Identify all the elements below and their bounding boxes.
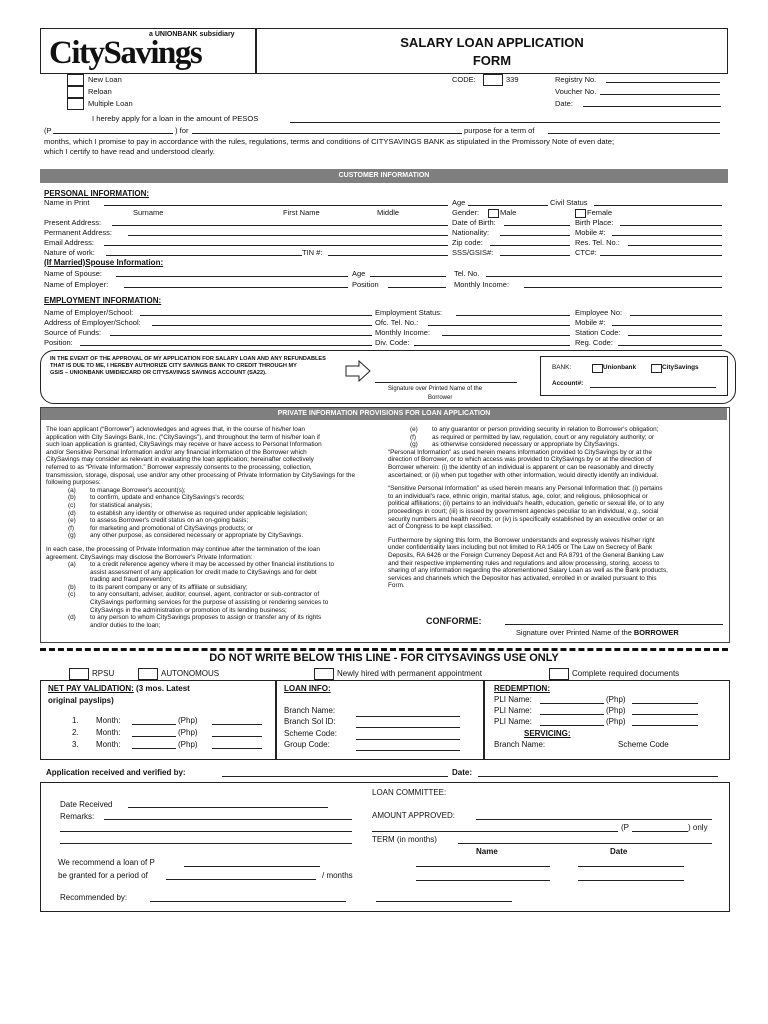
tin-label: TIN #:	[302, 248, 323, 257]
redemption-title: REDEMPTION:	[494, 684, 550, 693]
months-label: / months	[322, 871, 353, 880]
refund-text-1: IN THE EVENT OF THE APPROVAL OF MY APPLICATION FOR SALARY LOAN AND ANY REFUNDABLES	[50, 356, 326, 362]
date-received-field[interactable]	[128, 807, 328, 808]
multiple-loan-label: Multiple Loan	[88, 99, 133, 108]
autonomous-label: AUTONOMOUS	[161, 669, 220, 678]
privacy-intro-line: CitySavings may consider as relevant in evaluating the loan application; hereinafter collectively	[46, 456, 314, 464]
logo-box	[40, 28, 256, 74]
refund-text-2: THAT IS DUE TO ME, I HEREBY AUTHORIZE CITY SAVINGS BANK TO CREDIT THROUGH MY	[50, 363, 297, 369]
civil-status-field[interactable]	[594, 205, 722, 206]
amount-figure-field[interactable]	[53, 133, 173, 134]
code-checkbox[interactable]	[483, 74, 503, 86]
dob-label: Date of Birth:	[452, 218, 496, 227]
privacy-left-column	[46, 426, 386, 629]
gender-label: Gender:	[452, 208, 480, 217]
remarks-field-3[interactable]	[60, 843, 352, 844]
servicing-branch-label: Branch Name:	[494, 740, 546, 749]
net-pay-month-2: Month:	[96, 728, 121, 737]
pli-name-field-3[interactable]	[540, 725, 604, 726]
registry-label: Registry No.	[555, 75, 597, 84]
employee-no-field[interactable]	[630, 315, 722, 316]
date-label: Date:	[555, 99, 573, 108]
citysavings-option-label: CitySavings	[662, 364, 699, 371]
net-pay-php-3: (Php)	[178, 740, 198, 749]
privacy-intro-line: transmission, storage, disposal, use and/or any other processing of Private Information by CitySavings for the	[46, 471, 356, 479]
spouse-age-label: Age	[352, 269, 366, 278]
amount-approved-label: AMOUNT APPROVED:	[372, 811, 455, 820]
recommend-label-1: We recommend a loan of P	[58, 858, 155, 867]
pli-php-1: (Php)	[606, 695, 626, 704]
date-received-label: Date Received	[60, 800, 113, 809]
name-label: Name in Print	[44, 198, 90, 207]
station-code-label: Station Code:	[575, 328, 621, 337]
citysavings-checkbox[interactable]	[651, 364, 662, 373]
form-title-2: FORM	[472, 53, 512, 68]
net-pay-php-1: (Php)	[178, 716, 198, 725]
rpsu-label: RPSU	[92, 669, 115, 678]
net-pay-num-3: 3.	[72, 740, 79, 749]
remarks-field-1[interactable]	[104, 819, 352, 820]
zip-field[interactable]	[490, 245, 570, 246]
net-pay-num-2: 2.	[72, 728, 79, 737]
committee-title: LOAN COMMITTEE:	[372, 788, 447, 797]
received-date-label: Date:	[452, 768, 473, 777]
pli-name-field-1[interactable]	[540, 703, 604, 704]
committee-name-1-field[interactable]	[416, 866, 550, 867]
term-label: TERM (in months)	[372, 835, 437, 844]
surname-sub: Surname	[133, 208, 164, 217]
privacy-intro-line: and/or Sensitive Personal Information and/or any financial information of the Borrower which	[46, 448, 307, 456]
spouse-tel-label: Tel. No.	[454, 269, 480, 278]
term-field[interactable]	[548, 133, 720, 134]
permanent-address-field[interactable]	[128, 235, 448, 236]
ctc-field[interactable]	[600, 255, 722, 256]
term-months-field[interactable]	[458, 843, 712, 844]
recommended-by-label: Recommended by:	[60, 893, 128, 902]
sensitive-info-def-line: act of Congress to be kept classified.	[388, 523, 493, 531]
age-label: Age	[452, 198, 466, 207]
email-field[interactable]	[104, 245, 448, 246]
waiver-line: Form.	[388, 582, 405, 590]
month-2-field[interactable]	[132, 736, 176, 737]
present-address-field[interactable]	[112, 225, 448, 226]
mobile-label: Mobile #:	[575, 228, 606, 237]
borrower-signature-caption: Signature over Printed Name of the BORROWER	[516, 628, 679, 637]
list-item: (d) to establish any identity or otherwise as required under applicable legislation;	[68, 509, 308, 517]
php-3-field[interactable]	[212, 748, 262, 749]
new-loan-checkbox[interactable]	[67, 74, 84, 86]
intro-line1: I hereby apply for a loan in the amount of PESOS	[92, 114, 259, 123]
recommend-amount-field[interactable]	[184, 866, 320, 867]
code-value: 339	[506, 75, 519, 84]
office-use-heading: DO NOT WRITE BELOW THIS LINE - FOR CITYSAVINGS USE ONLY	[209, 652, 559, 664]
intro-term: purpose for a term of	[464, 126, 535, 135]
waiver-line: and their respective implementing rules and regulations and allow processing, storing, access to	[388, 559, 660, 567]
servicing-title: SERVICING:	[524, 729, 571, 738]
unionbank-label: Unionbank	[603, 364, 637, 371]
reg-code-field[interactable]	[618, 345, 722, 346]
remarks-label: Remarks:	[60, 812, 95, 821]
tin-field[interactable]	[328, 255, 448, 256]
name-column-label: Name	[476, 847, 498, 856]
personal-info-def-line: ascertained; or (ii) when put together with other information, would directly identify an individual.	[388, 471, 659, 479]
intro-line3: months, which I promise to pay in accordance with the rules, regulations, terms and conditions of CITYSAVINGS BANK as stipulated in the Promissory Note of even date;	[44, 137, 615, 146]
privacy-bar: PRIVATE INFORMATION PROVISIONS FOR LOAN APPLICATION	[41, 408, 727, 420]
voucher-field[interactable]	[600, 94, 720, 95]
source-funds-label: Source of Funds:	[44, 328, 102, 337]
intro-p-open: (P	[44, 126, 52, 135]
php-2-field[interactable]	[212, 736, 262, 737]
birth-place-label: Birth Place:	[575, 218, 614, 227]
recommend-period-field[interactable]	[166, 879, 316, 880]
personal-info-def-line: “Personal Information” as used herein means information provided to CitySavings by or at the	[388, 448, 652, 456]
php-1-field[interactable]	[212, 724, 262, 725]
form-title: SALARY LOAN APPLICATION	[400, 35, 584, 50]
voucher-label: Voucher No.	[555, 87, 597, 96]
recommend-label-2: be granted for a period of	[58, 871, 148, 880]
remarks-field-2[interactable]	[60, 831, 352, 832]
spouse-employer-field[interactable]	[124, 287, 348, 288]
pli-amount-field-2[interactable]	[632, 714, 698, 715]
sss-label: SSS/GSIS#:	[452, 248, 494, 257]
female-checkbox[interactable]	[575, 209, 586, 218]
intro-for: ) for	[175, 126, 189, 135]
refund-sig-label-2: Borrower	[428, 395, 453, 401]
received-date-field[interactable]	[478, 776, 718, 777]
ctc-label: CTC#:	[575, 248, 597, 257]
branch-sol-label: Branch Sol ID:	[284, 717, 336, 726]
email-label: Email Address:	[44, 238, 95, 247]
div-code-field[interactable]	[414, 345, 570, 346]
pli-name-label-2: PLI Name:	[494, 706, 532, 715]
personal-info-heading: PERSONAL INFORMATION:	[44, 189, 150, 198]
servicing-scheme-label: Scheme Code	[618, 740, 669, 749]
pli-php-3: (Php)	[606, 717, 626, 726]
civil-status-label: Civil Status	[550, 198, 588, 207]
list-item: (c) for statistical analysis;	[68, 501, 153, 509]
customer-info-bar: CUSTOMER INFORMATION	[40, 169, 728, 183]
source-funds-field[interactable]	[110, 335, 372, 336]
position-field[interactable]	[80, 345, 372, 346]
cut-line	[40, 648, 728, 651]
amount-words-field[interactable]	[290, 122, 720, 123]
female-label: Female	[587, 208, 613, 217]
employment-heading: EMPLOYMENT INFORMATION:	[44, 296, 162, 305]
logo-subtitle: a UNIONBANK subsidiary	[149, 31, 235, 38]
net-pay-title-2: original payslips)	[48, 696, 114, 705]
recommended-by-date-field[interactable]	[376, 901, 512, 902]
arrow-right-icon	[345, 360, 371, 382]
new-loan-label: New Loan	[88, 75, 122, 84]
branch-name-field[interactable]	[356, 716, 460, 717]
privacy-intro-line: The loan applicant (“Borrower”) acknowledges and agrees that, in the course of his/her loan	[46, 426, 305, 433]
account-field[interactable]	[590, 387, 716, 388]
registry-field[interactable]	[606, 82, 720, 83]
reloan-checkbox[interactable]	[67, 86, 84, 98]
refund-text-3: GSIS – UNIONBANK UMID/ECARD OR CITYSAVINGS SAVINGS ACCOUNT (SA22).	[50, 370, 267, 376]
loan-info-title: LOAN INFO:	[284, 684, 331, 693]
emp-mobile-label: Mobile #:	[575, 318, 606, 327]
code-label: CODE:	[452, 75, 476, 84]
complete-docs-checkbox[interactable]	[549, 668, 569, 680]
autonomous-checkbox[interactable]	[138, 668, 158, 680]
list-item: (g) any other purpose, as considered necessary or appropriate by CitySavings.	[68, 532, 304, 540]
net-pay-title: NET PAY VALIDATION: (3 mos. Latest	[48, 684, 190, 693]
zip-label: Zip code:	[452, 238, 483, 247]
pli-amount-field-3[interactable]	[632, 725, 698, 726]
bank-box	[540, 356, 728, 396]
pli-php-2: (Php)	[606, 706, 626, 715]
ofc-tel-label: Ofc. Tel. No.:	[375, 318, 419, 327]
employer-school-field[interactable]	[140, 315, 372, 316]
personal-info-def-line: Borrower wherein: (i) the identity of an individual is apparent or can be reasonably and directly	[388, 463, 654, 471]
conforme-label: CONFORME:	[426, 616, 482, 626]
p-open: (P	[621, 823, 629, 832]
mobile-field[interactable]	[612, 235, 722, 236]
scheme-code-field[interactable]	[356, 739, 460, 740]
sensitive-info-def-line: “Sensitive Personal Information” as used herein means any Personal Information that: (i) pertains	[388, 485, 663, 493]
employer-school-label: Name of Employer/School:	[44, 308, 134, 317]
middle-sub: Middle	[377, 208, 400, 217]
privacy-para2-line: In each case, the processing of Private Information may continue after the termination of the loan	[46, 545, 320, 553]
spouse-position-label: Position	[352, 280, 379, 289]
title-box	[256, 28, 728, 74]
waiver-line: Furthermore by signing this form, the Borrower understands and expressly waives his/her right	[388, 536, 655, 544]
list-item: (a) to a credit reference agency where it may be accessed by other financial institutions to assist assessment of any application for credit made to CitySavings and for debt trading and fraud prevention;	[68, 561, 335, 584]
waiver-line: sharing of any information regarding the aforementioned Salary Loan as well as the Bank products,	[388, 567, 668, 575]
complete-docs-label: Complete required documents	[572, 669, 680, 678]
employer-address-label: Address of Employer/School:	[44, 318, 141, 327]
privacy-right-column	[388, 426, 722, 590]
sss-field[interactable]	[500, 255, 570, 256]
monthly-income-field[interactable]	[442, 335, 570, 336]
received-by-field[interactable]	[222, 776, 448, 777]
list-item: (a) to manage Borrower's account(s);	[68, 486, 186, 494]
refund-signature-line[interactable]	[375, 382, 517, 383]
branch-name-label: Branch Name:	[284, 706, 336, 715]
monthly-income-label: Monthly Income:	[375, 328, 431, 337]
net-pay-php-2: (Php)	[178, 728, 198, 737]
amount-approved-field[interactable]	[476, 819, 712, 820]
net-pay-num-1: 1.	[72, 716, 79, 725]
purpose-field[interactable]	[192, 133, 462, 134]
pli-amount-field-1[interactable]	[632, 703, 698, 704]
permanent-address-label: Permanent Address:	[44, 228, 112, 237]
privacy-intro-line: following purposes:	[46, 479, 101, 487]
approved-figure-field[interactable]	[632, 831, 688, 832]
nationality-label: Nationality:	[452, 228, 490, 237]
list-item: (c) to any consultant, adviser, auditor, counsel, agent, contractor or sub-contractor of CitySavings performing services for the purpose of assisting or rendering services to CitySavings in the administration or promotion of its lending business;	[68, 591, 329, 614]
group-code-label: Group Code:	[284, 740, 330, 749]
spouse-employer-label: Name of Employer:	[44, 280, 109, 289]
employer-address-field[interactable]	[152, 325, 372, 326]
spouse-income-label: Monthly Income:	[454, 280, 510, 289]
privacy-para2-line: agreement. CitySavings may disclose the Borrower's Private Information:	[46, 553, 253, 561]
age-field[interactable]	[468, 205, 548, 206]
spouse-position-field[interactable]	[388, 287, 446, 288]
borrower-signature-line[interactable]	[505, 624, 723, 625]
list-item: (b) to confirm, update and enhance CitySavings's records;	[68, 494, 245, 502]
male-label: Male	[500, 208, 517, 217]
spouse-income-field[interactable]	[524, 287, 722, 288]
nationality-field[interactable]	[500, 235, 570, 236]
net-pay-month-1: Month:	[96, 716, 121, 725]
reg-code-label: Reg. Code:	[575, 338, 613, 347]
pli-name-field-2[interactable]	[540, 714, 604, 715]
dob-field[interactable]	[504, 225, 570, 226]
male-checkbox[interactable]	[488, 209, 499, 218]
sensitive-info-def-line: political affiliations; (ii) pertains to an individual's health, education, genetic or sexual life, or to any	[388, 500, 665, 508]
sensitive-info-def-line: to an individual's race, ethnic origin, marital status, age, color, and religious, philosophical or	[388, 492, 648, 500]
date-field[interactable]	[583, 106, 721, 107]
list-item: (b) to its parent company or any of its affiliate or subsidiary;	[68, 583, 248, 591]
spouse-tel-field[interactable]	[486, 276, 722, 277]
spouse-age-field[interactable]	[370, 276, 446, 277]
refund-sig-label-1: Signature over Printed Name of the	[388, 386, 483, 392]
list-item: (e) to assess Borrower's credit status on an on-going basis;	[68, 517, 249, 525]
div-code-label: Div. Code:	[375, 338, 410, 347]
res-tel-label: Res. Tel. No.:	[575, 238, 620, 247]
present-address-label: Present Address:	[44, 218, 102, 227]
station-code-field[interactable]	[628, 335, 722, 336]
firstname-sub: First Name	[283, 208, 320, 217]
account-label: Account#:	[552, 380, 584, 387]
sensitive-info-def-line: security numbers and health records; or (iv) is specifically established by an executive order or an	[388, 515, 664, 523]
committee-date-1-field[interactable]	[578, 866, 684, 867]
waiver-line: Deposits, RA 6426 or the Foreign Currency Deposit Act and RA 8791 of the General Banking Law	[388, 551, 664, 559]
p-close: ) only	[688, 823, 708, 832]
nature-work-field[interactable]	[106, 255, 302, 256]
intro-line4: which I certify to have read and understood clearly.	[44, 147, 215, 156]
emp-status-field[interactable]	[456, 315, 570, 316]
date-column-label: Date	[610, 847, 628, 856]
committee-date-2-field[interactable]	[578, 880, 684, 881]
month-1-field[interactable]	[132, 724, 176, 725]
amount-words-approved-field[interactable]	[372, 831, 618, 832]
unionbank-checkbox[interactable]	[592, 364, 603, 373]
sensitive-info-def-line: proceedings in court; (iii) is issued by government agencies peculiar to an individual, e.g., social	[388, 507, 659, 515]
spouse-name-label: Name of Spouse:	[44, 269, 102, 278]
emp-mobile-field[interactable]	[612, 325, 722, 326]
list-item: (f) as required or permitted by law, regulation, court or any regulatory authority; or	[410, 433, 655, 441]
ofc-tel-field[interactable]	[428, 325, 570, 326]
rpsu-checkbox[interactable]	[69, 668, 89, 680]
list-item: (d) to any person to whom CitySavings proposes to assign or transfer any of its rights and/or duties to the loan;	[68, 614, 322, 629]
list-item: (f) for marketing and promotional of CitySavings products; or	[68, 524, 254, 532]
committee-name-2-field[interactable]	[416, 880, 550, 881]
position-label: Position:	[44, 338, 73, 347]
list-item: (e) to any guarantor or person providing security in relation to Borrower's obligation;	[410, 426, 659, 433]
citysavings-logo: CitySavings	[49, 35, 202, 71]
bank-label: BANK:	[552, 364, 572, 371]
personal-info-def-line: direction of Borrower, or to which access was provided to CitySavings by or at the direction of	[388, 456, 652, 464]
newly-hired-checkbox[interactable]	[314, 668, 334, 680]
branch-sol-field[interactable]	[356, 727, 460, 728]
list-item: (g) as otherwise considered necessary or appropriate by CitySavings.	[410, 441, 620, 449]
newly-hired-label: Newly hired with permanent appointment	[337, 669, 482, 678]
waiver-line: under confidentiality laws including but not limited to RA 1405 or The Law on Secrecy of Bank	[388, 544, 653, 552]
scheme-code-label: Scheme Code:	[284, 729, 337, 738]
privacy-intro-line: such loan application is granted, CitySavings may receive or have access to Personal Information	[46, 441, 322, 449]
group-code-field[interactable]	[356, 750, 460, 751]
reloan-label: Reloan	[88, 87, 112, 96]
res-tel-field[interactable]	[628, 245, 722, 246]
multiple-loan-checkbox[interactable]	[67, 98, 84, 110]
pli-name-label-3: PLI Name:	[494, 717, 532, 726]
birth-place-field[interactable]	[620, 225, 722, 226]
emp-status-label: Employment Status:	[375, 308, 443, 317]
recommended-by-field[interactable]	[150, 901, 346, 902]
privacy-intro-line: application with City Savings Bank, Inc. (“CitySavings”), and throughout the term of his/her loan if	[46, 433, 320, 441]
nature-work-label: Nature of work:	[44, 248, 95, 257]
pli-name-label-1: PLI Name:	[494, 695, 532, 704]
employee-no-label: Employee No:	[575, 308, 623, 317]
spouse-name-field[interactable]	[116, 276, 348, 277]
name-field[interactable]	[104, 205, 448, 206]
privacy-intro-line: referred to as “Private Information.” Borrower expressly consents to the processing, collection,	[46, 463, 312, 471]
received-by-label: Application received and verified by:	[46, 768, 186, 777]
waiver-line: services and channels which the Depositor has activated, enrolled in or availed pursuant to this	[388, 574, 657, 582]
month-3-field[interactable]	[132, 748, 176, 749]
spouse-heading: (If Married)Spouse Information:	[44, 258, 164, 267]
net-pay-month-3: Month:	[96, 740, 121, 749]
